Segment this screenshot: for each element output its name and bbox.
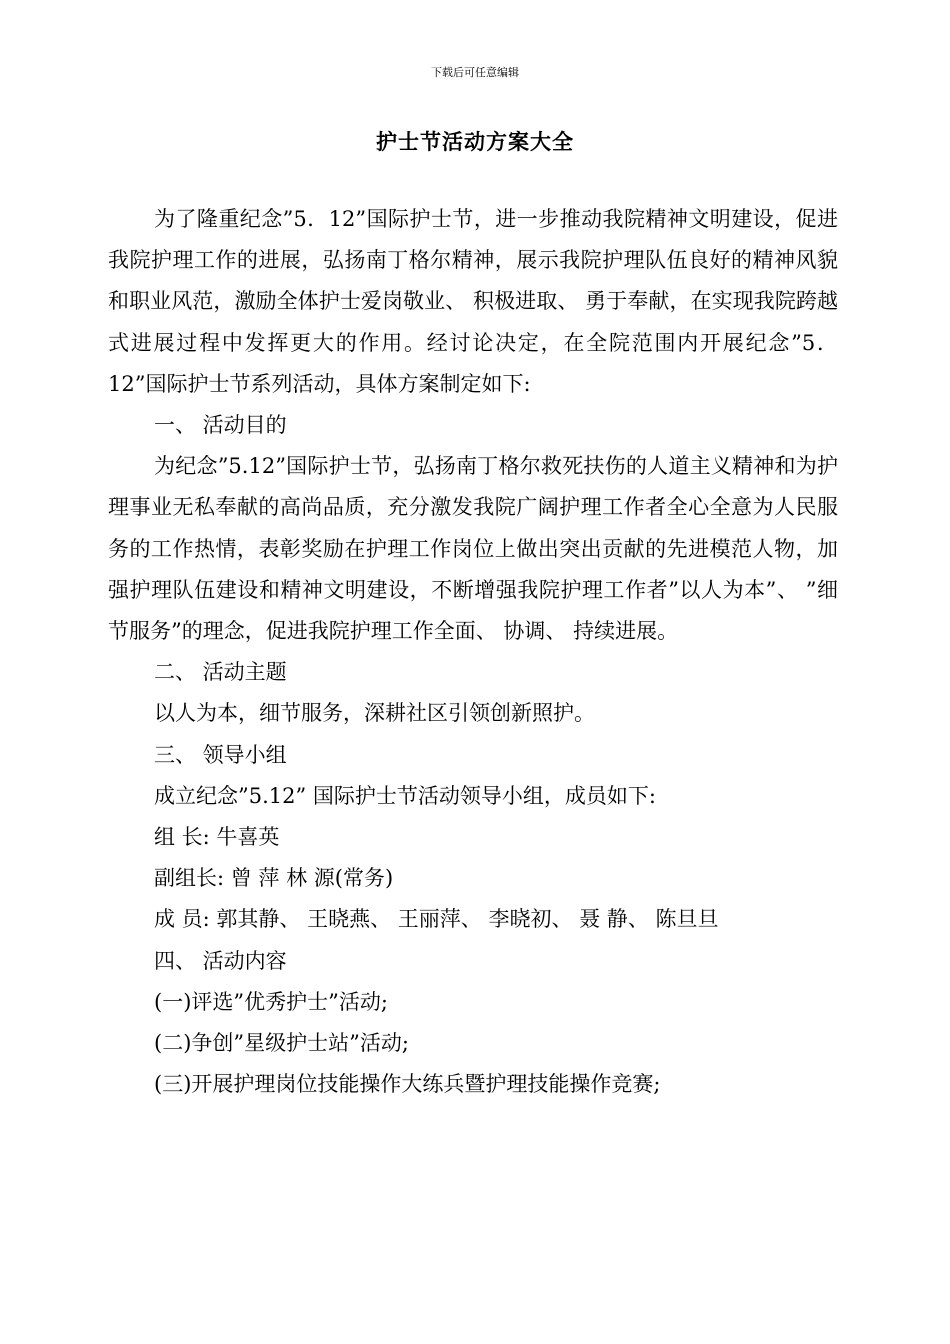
leadership-leader: 组 长: 牛喜英 <box>154 825 280 850</box>
purpose-paragraph: 为纪念”5.12”国际护士节，弘扬南丁格尔救死扶伤的人道主义精神和为护理事业无私奉献的高尚品质，充分激发我院广阔护理工作者全心全意为人民服务的工作热情，表彰奖励在护理工作岗位上做出突出贡献的先进模范人物，加强护理队伍建设和精神文明建设，不断增强我院护理工作者”以人为本”、 ”细节服务”的理念，促进我院护理工作全面、 协调、 持续进展。 <box>108 454 838 644</box>
leadership-members: 成 员: 郭其静、 王晓燕、 王丽萍、 李晓初、 聂 静、 陈旦旦 <box>154 907 719 932</box>
content-item-1: (一)评选”优秀护士”活动; <box>154 989 388 1014</box>
content-item-2: (二)争创”星级护士站”活动; <box>154 1031 409 1056</box>
section-heading-purpose: 一、 活动目的 <box>154 413 287 438</box>
document-body <box>108 199 838 1105</box>
header-note: 下载后可任意编辑 <box>431 66 519 79</box>
leadership-intro: 成立纪念”5.12” 国际护士节活动领导小组，成员如下: <box>154 783 656 808</box>
leadership-deputy: 副组长: 曾 萍 林 源(常务) <box>154 866 394 891</box>
content-item-3: (三)开展护理岗位技能操作大练兵暨护理技能操作竞赛; <box>154 1072 661 1097</box>
intro-paragraph: 为了隆重纪念”5．12”国际护士节，进一步推动我院精神文明建设，促进我院护理工作的进展，弘扬南丁格尔精神，展示我院护理队伍良好的精神风貌和职业风范，激励全体护士爱岗敬业、 积极进取、 勇于奉献，在实现我院跨越式进展过程中发挥更大的作用。经讨论决定，在全院范围内开展纪念”5．12”国际护士节系列活动，具体方案制定如下: <box>108 207 838 396</box>
section-heading-theme: 二、 活动主题 <box>154 660 287 685</box>
document-title: 护士节活动方案大全 <box>376 130 574 154</box>
theme-text: 以人为本，细节服务，深耕社区引领创新照护。 <box>154 701 595 726</box>
section-heading-content: 四、 活动内容 <box>154 948 287 973</box>
section-heading-leadership: 三、 领导小组 <box>154 742 287 767</box>
